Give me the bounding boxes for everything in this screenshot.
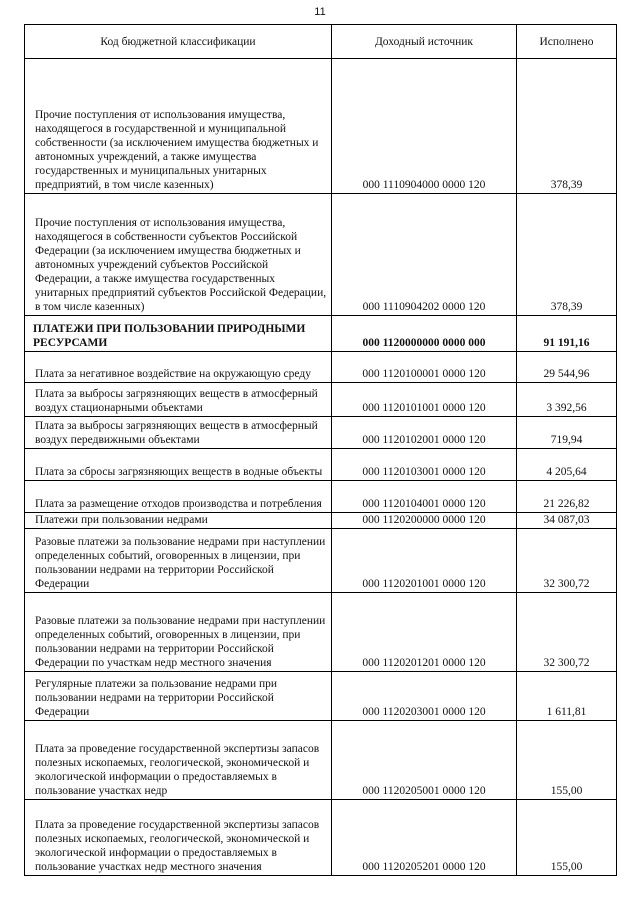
row-amount: 378,39 xyxy=(517,194,617,316)
budget-table xyxy=(24,24,617,876)
table-row xyxy=(25,352,617,383)
row-amount: 34 087,03 xyxy=(517,513,617,529)
row-name: Плата за проведение государственной экспертизы запасов полезных ископаемых, геологической, экономической и экологической информации о предоставляемых в пользование участках недр xyxy=(25,721,332,800)
row-amount: 378,39 xyxy=(517,59,617,194)
row-amount: 32 300,72 xyxy=(517,593,617,672)
table-row xyxy=(25,529,617,593)
header-executed: Исполнено xyxy=(517,25,617,59)
row-code: 000 1110904000 0000 120 xyxy=(332,59,517,194)
row-name: Разовые платежи за пользование недрами при наступлении определенных событий, оговоренных в лицензии, при пользовании недрами на территории Российской Федерации по участкам недр местного значения xyxy=(25,593,332,672)
row-name: Плата за выбросы загрязняющих веществ в атмосферный воздух стационарными объектами xyxy=(25,383,332,417)
row-amount: 3 392,56 xyxy=(517,383,617,417)
table-row xyxy=(25,721,617,800)
row-amount: 29 544,96 xyxy=(517,352,617,383)
row-code: 000 1110904202 0000 120 xyxy=(332,194,517,316)
table-row xyxy=(25,513,617,529)
row-code: 000 1120102001 0000 120 xyxy=(332,417,517,449)
row-code: 000 1120203001 0000 120 xyxy=(332,672,517,721)
row-name: Плата за размещение отходов производства и потребления xyxy=(25,481,332,513)
row-amount: 32 300,72 xyxy=(517,529,617,593)
row-code: 000 1120100001 0000 120 xyxy=(332,352,517,383)
row-name: Плата за проведение государственной экспертизы запасов полезных ископаемых, геологической, экономической и экологической информации о предоставляемых в пользование участках недр местного значения xyxy=(25,800,332,876)
header-code: Код бюджетной классификации xyxy=(25,25,332,59)
row-amount: 4 205,64 xyxy=(517,449,617,481)
row-name: Разовые платежи за пользование недрами при наступлении определенных событий, оговоренных в лицензии, при пользовании недрами на территории Российской Федерации xyxy=(25,529,332,593)
row-code: 000 1120000000 0000 000 xyxy=(332,316,517,352)
table-row xyxy=(25,194,617,316)
row-amount: 1 611,81 xyxy=(517,672,617,721)
row-code: 000 1120101001 0000 120 xyxy=(332,383,517,417)
table-row xyxy=(25,593,617,672)
table-row xyxy=(25,316,617,352)
row-name: Платежи при пользовании недрами xyxy=(25,513,332,529)
table-row xyxy=(25,449,617,481)
row-amount: 21 226,82 xyxy=(517,481,617,513)
row-name: Регулярные платежи за пользование недрами при пользовании недрами на территории Российской Федерации xyxy=(25,672,332,721)
header-source: Доходный источник xyxy=(332,25,517,59)
table-row xyxy=(25,417,617,449)
row-name: ПЛАТЕЖИ ПРИ ПОЛЬЗОВАНИИ ПРИРОДНЫМИ РЕСУРСАМИ xyxy=(25,316,332,352)
row-amount: 155,00 xyxy=(517,800,617,876)
page-number: 11 xyxy=(314,6,326,18)
row-amount: 155,00 xyxy=(517,721,617,800)
row-code: 000 1120201201 0000 120 xyxy=(332,593,517,672)
table-header-row xyxy=(25,25,617,59)
row-amount: 91 191,16 xyxy=(517,316,617,352)
row-code: 000 1120200000 0000 120 xyxy=(332,513,517,529)
table-row xyxy=(25,672,617,721)
table-row xyxy=(25,481,617,513)
row-code: 000 1120103001 0000 120 xyxy=(332,449,517,481)
row-name: Плата за выбросы загрязняющих веществ в атмосферный воздух передвижными объектами xyxy=(25,417,332,449)
table-body xyxy=(25,59,617,876)
row-code: 000 1120201001 0000 120 xyxy=(332,529,517,593)
row-name: Плата за негативное воздействие на окружающую среду xyxy=(25,352,332,383)
row-code: 000 1120104001 0000 120 xyxy=(332,481,517,513)
row-amount: 719,94 xyxy=(517,417,617,449)
table-row xyxy=(25,59,617,194)
row-name: Плата за сбросы загрязняющих веществ в водные объекты xyxy=(25,449,332,481)
table-row xyxy=(25,383,617,417)
row-code: 000 1120205001 0000 120 xyxy=(332,721,517,800)
row-code: 000 1120205201 0000 120 xyxy=(332,800,517,876)
table-row xyxy=(25,800,617,876)
row-name: Прочие поступления от использования имущества, находящегося в государственной и муниципальной собственности (за исключением имущества бюджетных и автономных учреждений, а также имущества государственных и муниципальных унитарных предприятий, в том числе казенных) xyxy=(25,59,332,194)
row-name: Прочие поступления от использования имущества, находящегося в собственности субъектов Российской Федерации (за исключением имущества бюджетных и автономных учреждений субъектов Российской Федерации, а также имущества государственных унитарных предприятий субъектов Российской Федерации, в том числе казенных) xyxy=(25,194,332,316)
